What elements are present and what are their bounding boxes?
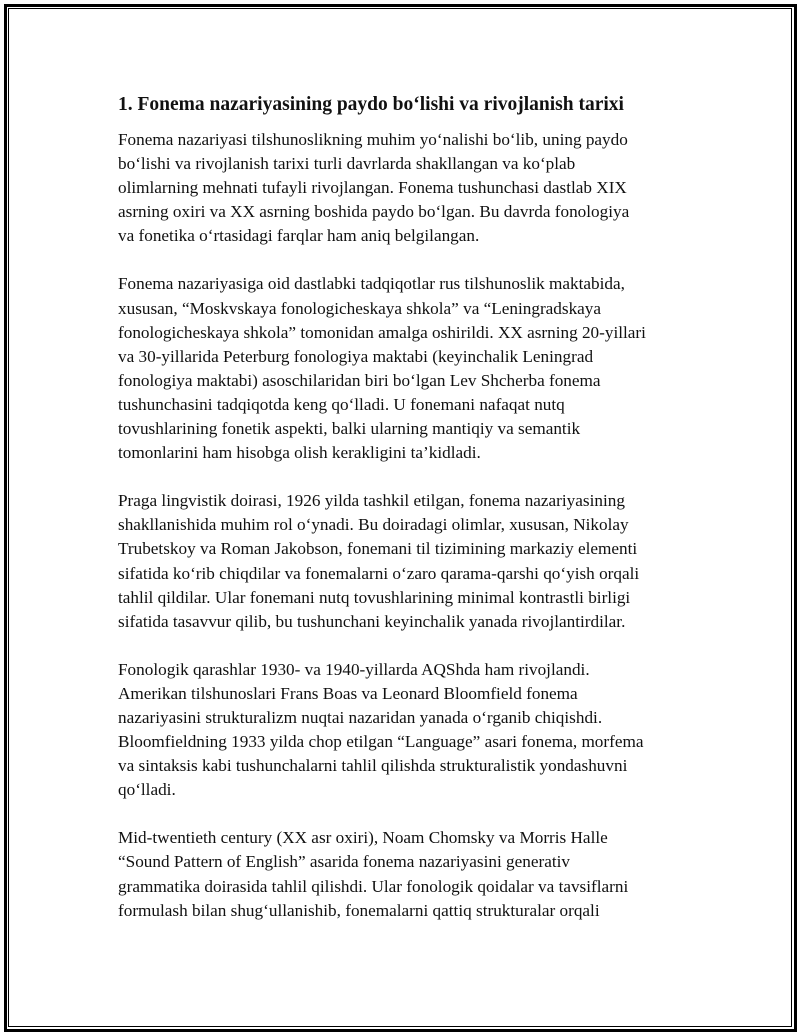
paragraph-line: Fonema nazariyasiga oid dastlabki tadqiqotlar rus tilshunoslik maktabida, bbox=[118, 274, 625, 294]
paragraph-line: olimlarning mehnati tufayli rivojlangan. Fonema tushunchasi dastlab XIX bbox=[118, 178, 627, 198]
paragraph-line: va 30-yillarida Peterburg fonologiya maktabi (keyinchalik Leningrad bbox=[118, 346, 594, 366]
paragraph-line: Amerikan tilshunoslari Frans Boas va Leonard Bloomfield fonema bbox=[118, 683, 578, 703]
paragraph-line: “Sound Pattern of English” asarida fonema nazariyasini generativ bbox=[118, 852, 570, 872]
paragraph-line: Praga lingvistik doirasi, 1926 yilda tashkil etilgan, fonema nazariyasining bbox=[118, 491, 625, 511]
paragraph-line: tahlil qildilar. Ular fonemani nutq tovushlarining minimal kontrastli birligi bbox=[118, 587, 631, 607]
paragraph-line: sifatida ko‘rib chiqdilar va fonemalarni o‘zaro qarama-qarshi qo‘yish orqali bbox=[118, 563, 640, 583]
paragraph-line: fonologiya maktabi) asoschilaridan biri bo‘lgan Lev Shcherba fonema bbox=[118, 370, 601, 390]
paragraph-line: Mid-twentieth century (XX asr oxiri), Noam Chomsky va Morris Halle bbox=[118, 828, 608, 848]
paragraph bbox=[118, 658, 688, 803]
paragraph-line: sifatida tasavvur qilib, bu tushunchani keyinchalik yanada rivojlantirdilar. bbox=[118, 611, 626, 631]
paragraph-line: va fonetika o‘rtasidagi farqlar ham aniq belgilangan. bbox=[118, 226, 480, 246]
paragraph bbox=[118, 826, 688, 922]
paragraph-line: Bloomfieldning 1933 yilda chop etilgan “Language” asari fonema, morfema bbox=[118, 732, 644, 752]
paragraph-line: asrning oxiri va XX asrning boshida paydo bo‘lgan. Bu davrda fonologiya bbox=[118, 202, 630, 222]
paragraph-line: xususan, “Moskvskaya fonologicheskaya shkola” va “Leningradskaya bbox=[118, 298, 602, 318]
paragraph-line: tovushlarining fonetik aspekti, balki ularning mantiqiy va semantik bbox=[118, 419, 581, 439]
paragraph-line: qo‘lladi. bbox=[118, 780, 176, 800]
paragraph-line: grammatika doirasida tahlil qilishdi. Ular fonologik qoidalar va tavsiflarni bbox=[118, 876, 629, 896]
paragraph-line: Fonologik qarashlar 1930- va 1940-yillarda AQShda ham rivojlandi. bbox=[118, 659, 590, 679]
paragraph-line: Fonema nazariyasi tilshunoslikning muhim yo‘nalishi bo‘lib, uning paydo bbox=[118, 130, 628, 149]
paragraph-line: tomonlarini ham hisobga olish kerakligini ta’kidladi. bbox=[118, 443, 481, 463]
paragraph-line: shakllanishida muhim rol o‘ynadi. Bu doiradagi olimlar, xususan, Nikolay bbox=[118, 515, 629, 535]
paragraph bbox=[118, 489, 688, 634]
paragraph-line: nazariyasini strukturalizm nuqtai nazaridan yanada o‘rganib chiqishdi. bbox=[118, 707, 603, 727]
paragraph-line: bo‘lishi va rivojlanish tarixi turli davrlarda shakllangan va ko‘plab bbox=[118, 154, 576, 174]
document-body bbox=[118, 92, 688, 947]
paragraph-line: tushunchasini tadqiqotda keng qo‘lladi. U fonemani nafaqat nutq bbox=[118, 394, 565, 414]
paragraph-line: va sintaksis kabi tushunchalarni tahlil qilishda strukturalistik yondashuvni bbox=[118, 756, 628, 776]
paragraph-line: Trubetskoy va Roman Jakobson, fonemani til tizimining markaziy elementi bbox=[118, 539, 638, 559]
paragraph bbox=[118, 128, 688, 248]
section-heading: 1. Fonema nazariyasining paydo bo‘lishi va rivojlanish tarixi bbox=[118, 94, 624, 115]
paragraph-line: formulash bilan shug‘ullanishib, fonemalarni qattiq strukturalar orqali bbox=[118, 900, 600, 920]
paragraph-line: fonologicheskaya shkola” tomonidan amalga oshirildi. XX asrning 20-yillari bbox=[118, 322, 646, 342]
paragraph-list bbox=[118, 128, 688, 923]
paragraph bbox=[118, 272, 688, 465]
